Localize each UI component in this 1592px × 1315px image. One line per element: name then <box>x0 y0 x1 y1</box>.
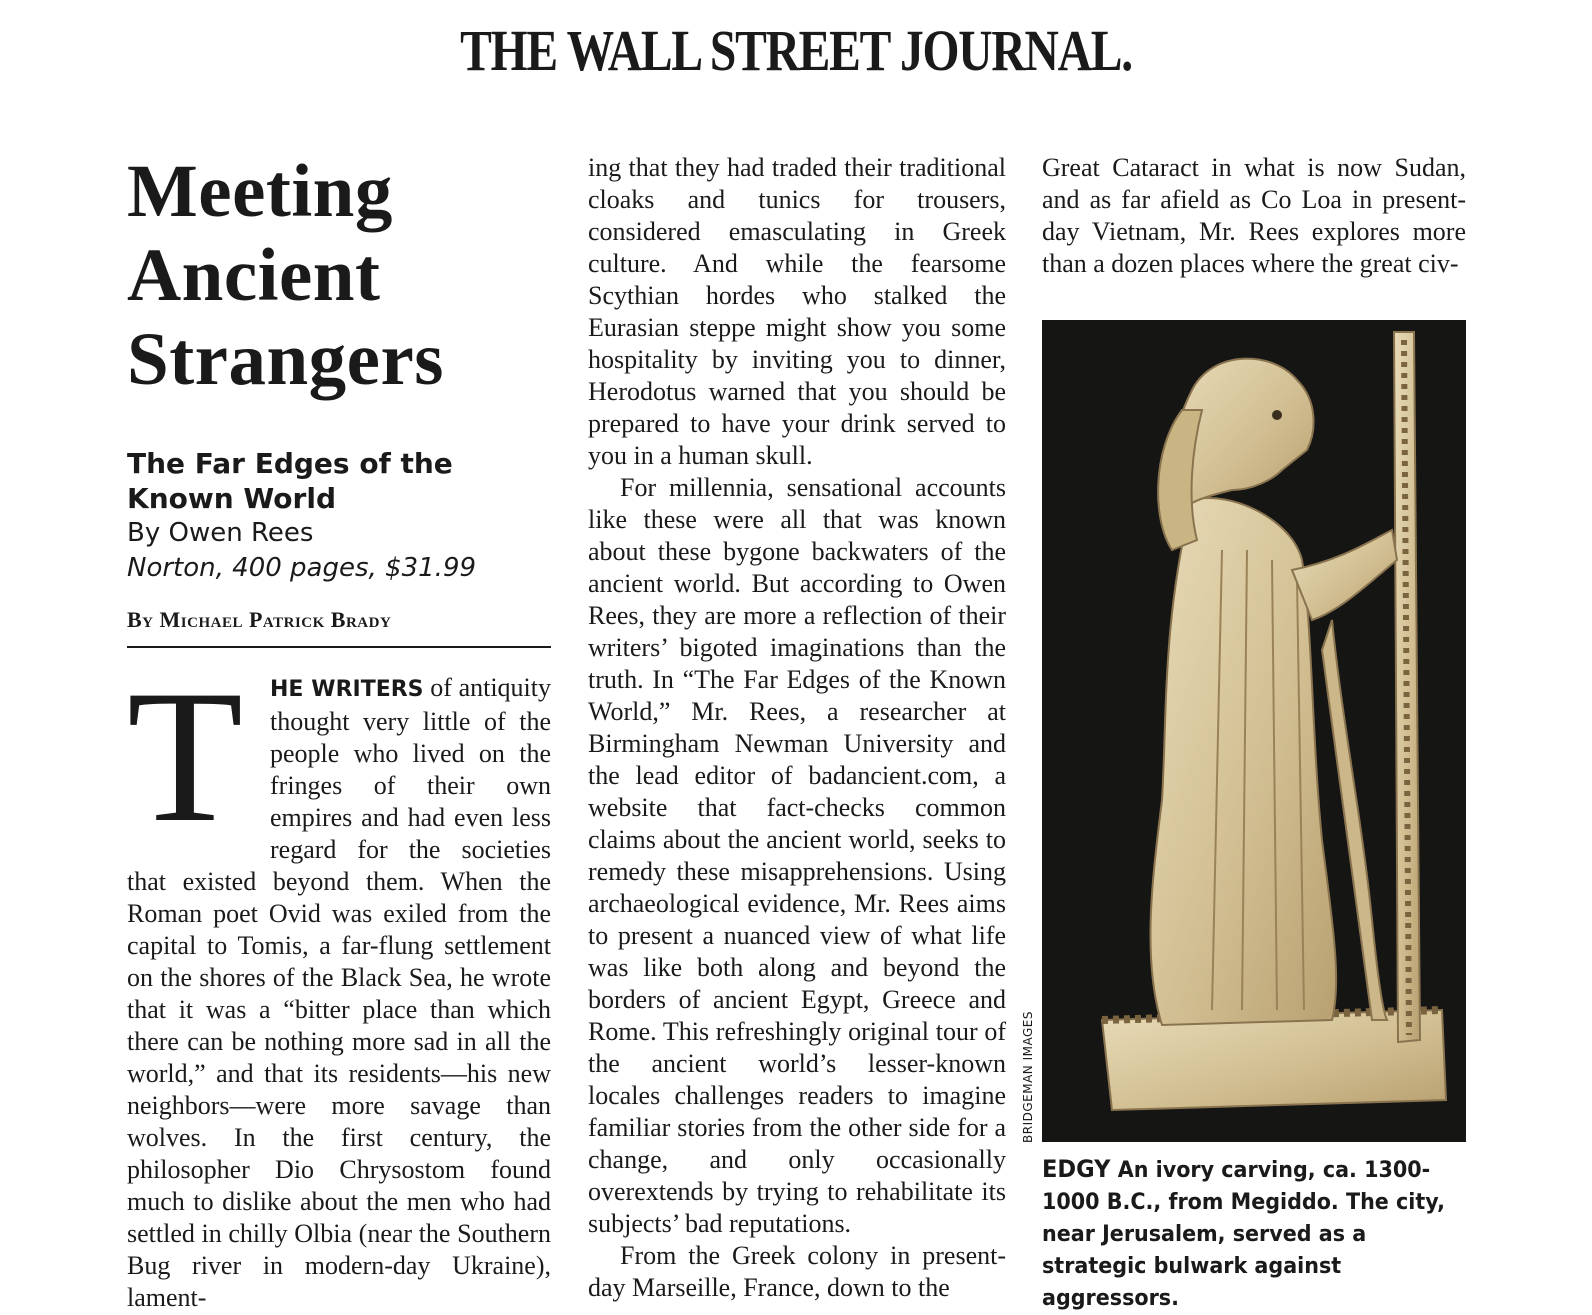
book-title-line: Known World <box>127 482 336 515</box>
article-paragraph: ing that they had traded their traditional cloaks and tunics for trousers, considered emasculating in Greek culture. And while the fearsome Scythian hordes who stalked the Eurasian steppe might show you some hospitality by inviting you to dinner, Herodotus warned that you should be prepared to have your drink served to you in a human skull. <box>588 153 1006 470</box>
byline: By Michael Patrick Brady <box>127 604 551 648</box>
headline <box>127 150 551 402</box>
photo-caption <box>1042 1153 1446 1315</box>
photo-credit: BRIDGEMAN IMAGES <box>1021 1011 1035 1143</box>
caption-tag: EDGY <box>1042 1155 1111 1183</box>
headline-line: Ancient <box>127 234 381 317</box>
book-author: By Owen Rees <box>127 518 314 548</box>
book-title <box>127 446 551 516</box>
article-paragraph: For millennia, sensational accounts like these were all that was known about these bygone backwaters of the ancient world. But according to Owen Rees, they are more a reflection of their writers’ bigoted imaginations than the truth. In “The Far Edges of the Known World,” Mr. Rees, a researcher at Birmingham Newman University and the lead editor of badancient.com, a website that fact-checks common claims about the ancient world, seeks to remedy these misapprehensions. Using archaeological evidence, Mr. Rees aims to present a nuanced view of what life was like both along and beyond the borders of ancient Egypt, Greece and Rome. This refreshingly original tour of the ancient world’s lesser-known locales challenges readers to imagine familiar stories from the other side for a change, and only occasionally overextends by trying to rehabilitate its subjects’ bad reputations. <box>588 473 1006 1238</box>
ivory-carving-photo <box>1042 320 1466 1142</box>
ivory-carving-illustration <box>1042 320 1466 1142</box>
column-3 <box>1042 152 1466 280</box>
column-1 <box>127 150 551 1314</box>
article-paragraph: Great Cataract in what is now Sudan, and as far afield as Co Loa in present-day Vietnam, Mr. Rees explores more than a dozen places where the great civ- <box>1042 153 1466 278</box>
lead-in: HE WRITERS <box>270 677 424 702</box>
drop-cap: T <box>127 652 244 862</box>
article-body-start <box>127 652 552 1314</box>
masthead: THE WALL STREET JOURNAL. <box>460 18 1132 83</box>
column-2 <box>588 152 1006 1304</box>
book-title-line: The Far Edges of the <box>127 447 453 480</box>
headline-line: Strangers <box>127 318 444 401</box>
caption-text: An ivory carving, ca. 1300-1000 B.C., from Megiddo. The city, near Jerusalem, served as a strategic bulwark against aggressors. <box>1042 1158 1446 1311</box>
book-publisher-info: Norton, 400 pages, $31.99 <box>127 553 477 583</box>
article-paragraph: From the Greek colony in present-day Marseille, France, down to the <box>588 1241 1006 1302</box>
article-text: of antiquity thought very little of the people who lived on the fringes of their own empires and had even less regard for the societies that existed beyond them. When the Roman poet Ovid was exiled from the capital to Tomis, a far-flung settlement on the shores of the Black Sea, he wrote that it was a “bitter place than which there can be nothing more sad in all the world,” and that its residents—his new neighbors—were more savage than wolves. In the first century, the philosopher Dio Chrysostom found much to dislike about the men who had settled in chilly Olbia (near the Southern Bug river in modern-day Ukraine), lament- <box>127 673 552 1312</box>
headline-line: Meeting <box>127 150 393 233</box>
